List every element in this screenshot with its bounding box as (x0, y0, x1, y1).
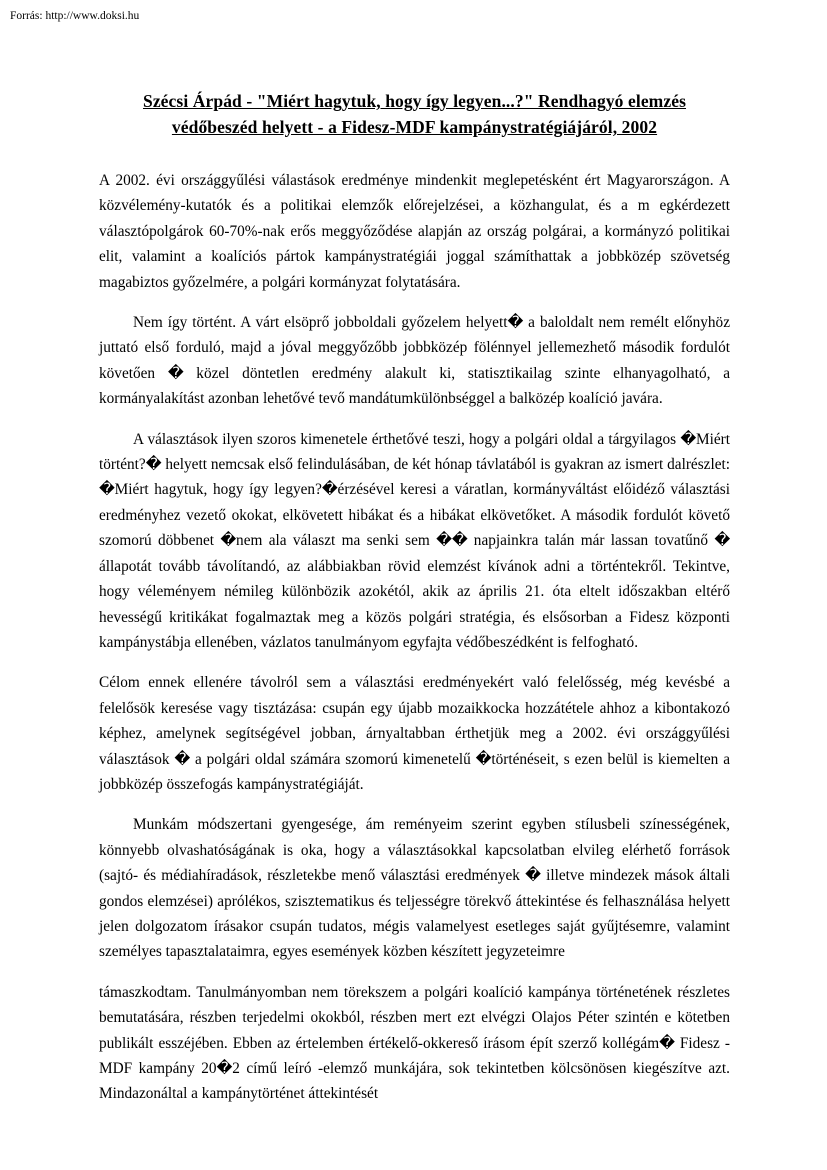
document-body (99, 88, 730, 1122)
paragraph-6: támaszkodtam. Tanulmányomban nem törekszem a polgári koalíció kampánya történetének részletes bemutatására, részben terjedelmi okokból, részben mert ezt elvégzi Olajos Péter szintén e kötetben publikált esszéjében. Ebben az értelemben értékelő-okkereső írásom épít szerző kollégám� Fidesz -MDF kampány 20�2 című leíró -elemző munkájára, sok tekintetben kölcsönösen kiegészítve azt. Mindazonáltal a kampánytörténet áttekintését (99, 983, 730, 1103)
paragraph-3: A választások ilyen szoros kimenetele érthetővé teszi, hogy a polgári oldal a tárgyilagos �Miért történt?� helyett nemcsak első felindulásában, de két hónap távlatából is gyakran az ismert dalrészlet: �Miért hagytuk, hogy így legyen?�érzésével keresi a váratlan, kormányváltást előidéző választási eredményhez vezető okokat, elkövetett hibákat és a hibákat elkövetőket. A második fordulót követő szomorú döbbenet �nem ala választ ma senki sem �� napjainkra talán már lassan tovatűnő � állapotát tovább távolítandó, az alábbiakban rövid elemzést kívánok adni a történtekről. Tekintve, hogy véleményem némileg különbözik azokétól, akik az április 21. óta eltelt időszakban eltérő hevességű kritikákat fogalmaztak meg a közös polgári stratégia, és elsősorban a Fidesz központi kampánystábja ellenében, vázlatos tanulmányom egyfajta védőbeszédként is felfogható. (99, 430, 730, 651)
paragraph-5: Munkám módszertani gyengesége, ám reményeim szerint egyben stílusbeli színességének, könnyebb olvashatóságának is oka, hogy a választásokkal kapcsolatban elvileg elérhető források (sajtó- és médiahíradások, részletekbe menő választási eredmények � illetve mindezek mások általi gondos elemzései) aprólékos, szisztematikus és teljességre törekvő áttekintése és felhasználása helyett jelen dolgozatom írásakor csupán tudatos, mégis valamelyest esetleges saját gyűjtésemre, valamint személyes tapasztalataimra, egyes események közben készített jegyzeteimre (99, 816, 730, 961)
page-title: Szécsi Árpád - "Miért hagytuk, hogy így legyen...?" Rendhagyó elemzés védőbeszéd helyett - a Fidesz-MDF kampánystratégiájáról, 2002 (142, 91, 687, 137)
paragraph-2: Nem így történt. A várt elsöprő jobboldali győzelem helyett� a baloldalt nem remélt előnyhöz juttató első forduló, majd a jóval meggyőzőbb jobbközép fölénnyel jellemezhető második fordulót követően � közel döntetlen eredmény alakult ki, statisztikailag szinte elhanyagolható, a kormányalakítást azonban lehetővé tevő mandátumkülönbséggel a balközép koalíció javára. (99, 314, 730, 408)
source-url-label: Forrás: http://www.doksi.hu (10, 10, 140, 22)
paragraph-1: A 2002. évi országgyűlési válastások eredménye mindenkit meglepetésként ért Magyarországon. A közvélemény-kutatók és a politikai elemzők előrejelzései, a közhangulat, és a m egkérdezett választópolgárok 60-70%-nak erős meggyőződése alapján az ország polgárai, a kormányzó politikai elit, valamint a koalíciós pártok kampánystratégiái joggal számíthattak a jobbközép szövetség magabiztos győzelmére, a polgári kormányzat folytatására. (99, 172, 730, 291)
paragraph-4: Célom ennek ellenére távolról sem a választási eredményekért való felelősség, még kevésbé a felelősök keresése vagy tisztázása: csupán egy újabb mozaikkocka hozzátétele ahhoz a kibontakozó képhez, amelynek segítségével jobban, árnyaltabban érthetjük meg a 2002. évi országgyűlési választások � a polgári oldal számára szomorú kimenetelű �történéseit, s ezen belül is kiemelten a jobbközép összefogás kampánystratégiáját. (99, 674, 730, 793)
